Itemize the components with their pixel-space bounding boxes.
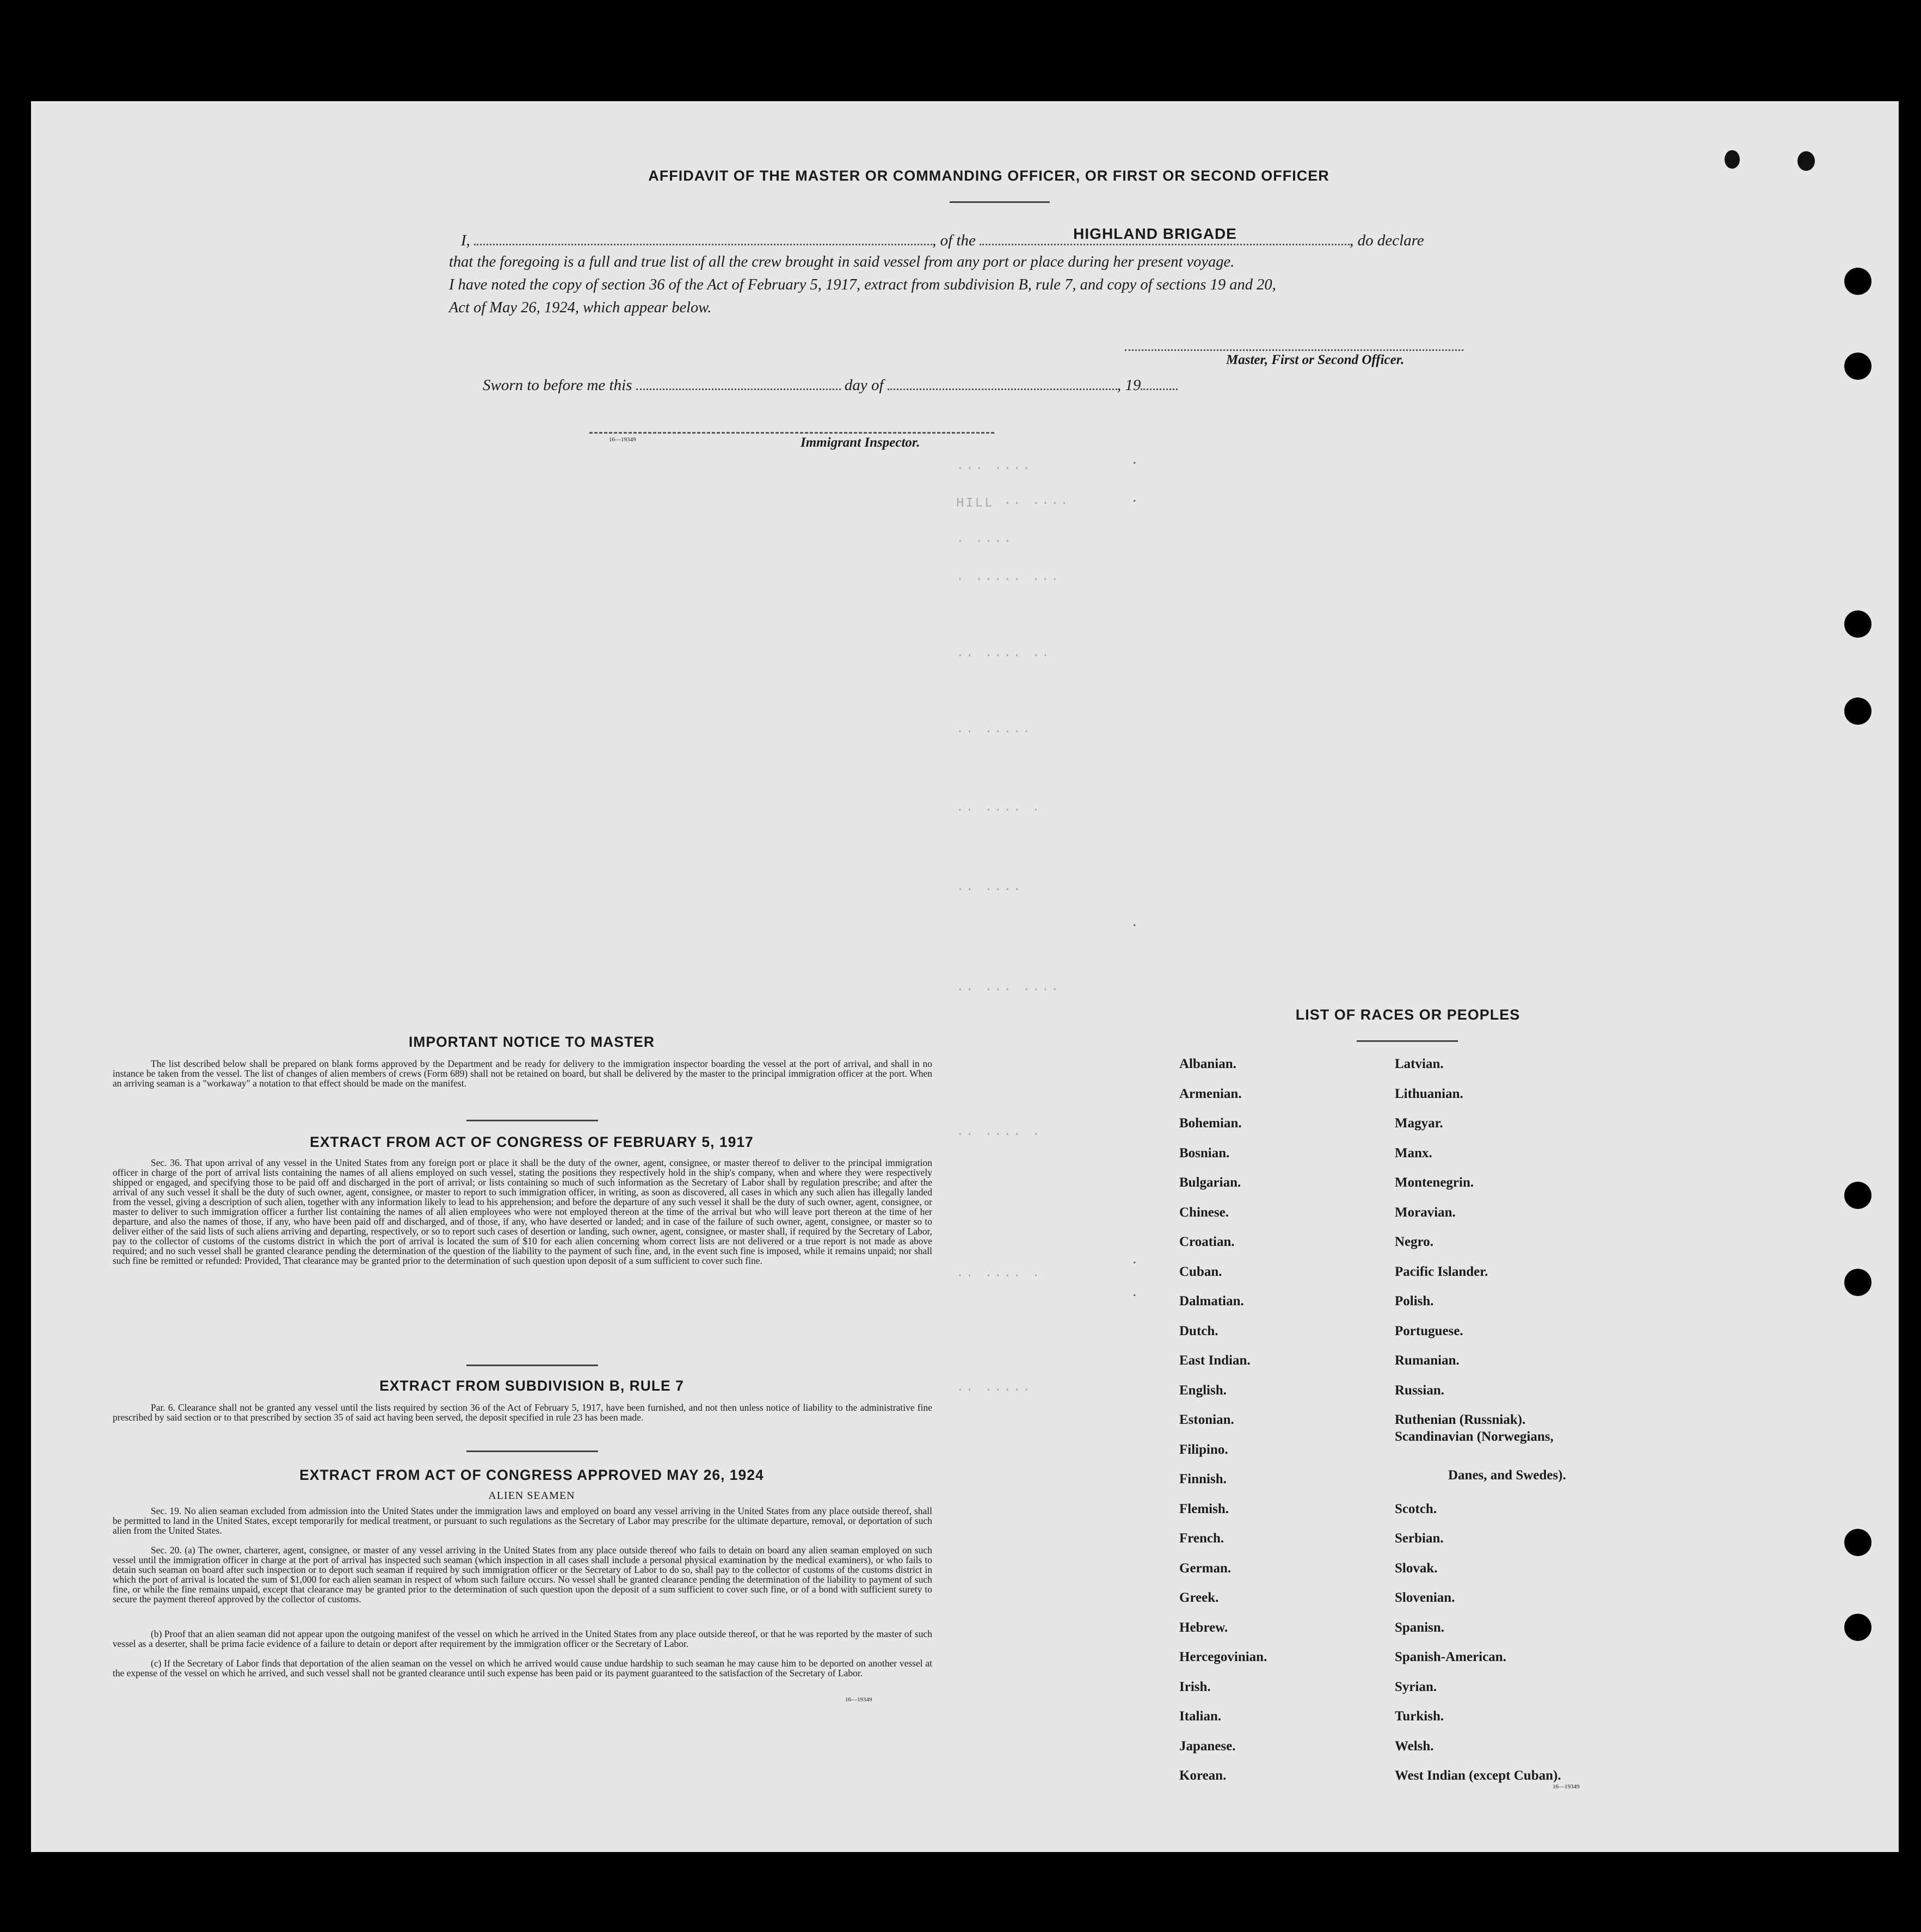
declaration-i: I, bbox=[461, 232, 470, 249]
race-item: Polish. bbox=[1395, 1294, 1434, 1308]
extract2-body: Par. 6. Clearance shall not be granted any vessel until the lists required by section 36 of the Act of February 5, 1917, have been furnished, and not then unless notice of liability to the administrative fine prescribed by said section or to that prescribed by section 35 of said act having been served, the deposit specified in rule 23 has been made. bbox=[113, 1402, 932, 1423]
binder-hole bbox=[1844, 1182, 1871, 1209]
race-item: East Indian. bbox=[1179, 1353, 1251, 1368]
bleed-through-dot: . bbox=[1132, 1249, 1137, 1267]
race-item: Korean. bbox=[1179, 1768, 1227, 1783]
divider bbox=[466, 1450, 598, 1452]
race-item: Russian. bbox=[1395, 1382, 1445, 1398]
bleed-through-text: ··· ···· bbox=[956, 461, 1032, 476]
race-item: Croatian. bbox=[1179, 1234, 1235, 1249]
race-item: Welsh. bbox=[1395, 1738, 1434, 1754]
ink-blot bbox=[1725, 150, 1740, 169]
sworn-month-field[interactable] bbox=[888, 374, 1117, 390]
vessel-name: HIGHLAND BRIGADE bbox=[1073, 225, 1237, 242]
race-item: Serbian. bbox=[1395, 1531, 1444, 1546]
extract3-subtitle: ALIEN SEAMEN bbox=[488, 1490, 575, 1502]
year-prefix: , 19 bbox=[1117, 376, 1141, 394]
race-item: Hebrew. bbox=[1179, 1620, 1228, 1635]
race-item: Turkish. bbox=[1395, 1709, 1444, 1724]
bleed-through-dot: . bbox=[1132, 449, 1137, 467]
race-item: Magyar. bbox=[1395, 1116, 1443, 1131]
divider bbox=[1357, 1040, 1458, 1042]
binder-hole bbox=[1844, 698, 1871, 725]
divider bbox=[466, 1365, 598, 1366]
do-declare-text: , do declare bbox=[1350, 232, 1424, 249]
race-item: Greek. bbox=[1179, 1590, 1219, 1605]
races-form-number: 16—19349 bbox=[1553, 1783, 1580, 1790]
sworn-year-field[interactable] bbox=[1141, 374, 1178, 390]
race-item: Dutch. bbox=[1179, 1323, 1218, 1338]
race-item: Scandinavian (Norwegians, bbox=[1395, 1429, 1554, 1444]
bleed-through-dot: . bbox=[1132, 1282, 1137, 1300]
bleed-through-text: · ···· bbox=[956, 534, 1013, 549]
race-item: Chinese. bbox=[1179, 1205, 1229, 1220]
races-title: LIST OF RACES OR PEOPLES bbox=[1295, 1007, 1520, 1023]
extract1-body: Sec. 36. That upon arrival of any vessel in the United States from any foreign port or place it shall be the duty of the owner, agent, consignee, or master thereof to deliver to the principal immigration officer in charge of the port of arrival lists containing the names of all aliens employed on such vessel, stating the positions they respectively hold in the ship's company, when and where they were respectively shipped or engaged, and specifying those to be paid off and discharged in the port of arrival; or lists containing so much of such information as the Secretary of Labor shall by regulation prescribe; and after the arrival of any such vessel it shall be the duty of such owner, agent, consignee, or master to report to such immigration officer, in writing, as soon as discovered, all cases in which any such alien has illegally landed from the vessel, giving a description of such alien, together with any information likely to lead to his apprehension; and before the departure of any such vessel it shall be the duty of such owner, agent, consignee, or master to deliver to such immigration officer a further list containing the names of all alien employees who were not employed thereon at the time of the arrival but who will leave port thereon at the time of her departure, and also the names of those, if any, who have been paid off and discharged, and of those, if any, who have deserted or landed; and in case of the failure of such owner, agent, consignee, or master so to deliver either of the said lists of such aliens arriving and departing, respectively, or so to report such cases of desertion or landing, such owner, agent, consignee, or master shall, if required by the Secretary of Labor, pay to the collector of customs of the customs district in which the port of arrival is located the sum of $10 for each alien concerning whom correct lists are not delivered or a true report is not made as above required; and no such vessel shall be granted clearance pending the determination of the question of the liability to the payment of such fine, and, in the event such fine is imposed, while it remains unpaid; nor shall such fine be remitted or refunded: Provided, That clearance may be granted prior to the determination of such question upon deposit of a sum sufficient to cover such fine. bbox=[113, 1157, 932, 1266]
race-item: Flemish. bbox=[1179, 1501, 1229, 1516]
race-item: Estonian. bbox=[1179, 1412, 1234, 1427]
master-caption: Master, First or Second Officer. bbox=[1226, 353, 1405, 367]
form-number: 16—19349 bbox=[845, 1696, 872, 1703]
race-item: Slovenian. bbox=[1395, 1590, 1455, 1605]
race-item: Scotch. bbox=[1395, 1501, 1437, 1516]
inspector-caption: Immigrant Inspector. bbox=[801, 435, 920, 450]
master-signature-line[interactable] bbox=[1125, 349, 1463, 351]
extract3-section19: Sec. 19. No alien seaman excluded from admission into the United States under the immigration laws and employed on board any vessel arriving in the United States from any place outside thereof, shall be permitted to land in the United States, except temporarily for medical treatment, or pursuant to such regulations as the Secretary of Labor may prescribe for the ultimate departure, removal, or deportation of such alien from the United States. bbox=[113, 1505, 932, 1536]
inspector-signature-line[interactable] bbox=[589, 432, 994, 434]
race-item: Albanian. bbox=[1179, 1057, 1236, 1071]
race-item: Syrian. bbox=[1395, 1679, 1437, 1694]
race-item: Hercegovinian. bbox=[1179, 1650, 1267, 1664]
bleed-through-text: ·· ····· bbox=[956, 725, 1032, 739]
race-item: Negro. bbox=[1395, 1234, 1434, 1249]
race-item: Armenian. bbox=[1179, 1086, 1242, 1101]
extract3-title: EXTRACT FROM ACT OF CONGRESS APPROVED MAY 26, 1924 bbox=[299, 1467, 764, 1483]
race-item: Manx. bbox=[1395, 1145, 1432, 1161]
race-item: Ruthenian (Russniak). bbox=[1395, 1412, 1526, 1427]
race-item: West Indian (except Cuban). bbox=[1395, 1768, 1561, 1783]
race-item: Latvian. bbox=[1395, 1057, 1444, 1071]
sworn-line bbox=[483, 374, 1299, 394]
notice-title: IMPORTANT NOTICE TO MASTER bbox=[409, 1034, 655, 1050]
divider bbox=[950, 201, 1050, 203]
extract3-section20a: Sec. 20. (a) The owner, charterer, agent, consignee, or master of any vessel arriving in the United States from any place outside thereof who fails to detain on board any alien seaman employed on such vessel until the immigration officer in charge at the port of arrival has inspected such seaman (which inspection in all cases shall include a personal physical examination by the medical examiners), or who fails to detain such seaman on board after such inspection or to deport such seaman if required by such immigration officer or the Secretary of Labor to do so, shall pay to the collector of customs of the customs district in which the port of arrival is located the sum of $1,000 for each alien seaman in respect of whom such failure occurs. No vessel shall be granted clearance pending the determination of the liability to payment of such fine, or while the fine remains unpaid, except that clearance may be granted prior to the determination of such question upon the deposit of a sum sufficient to cover such fine, or of a bond with sufficient surety to secure the payment thereof approved by the collector of customs. bbox=[113, 1545, 932, 1604]
sworn-day-field[interactable] bbox=[636, 374, 841, 390]
race-item: Irish. bbox=[1179, 1679, 1211, 1694]
race-item: English. bbox=[1179, 1382, 1227, 1398]
race-item: Montenegrin. bbox=[1395, 1175, 1474, 1190]
binder-hole bbox=[1844, 1529, 1871, 1556]
declaration-line-3: I have noted the copy of section 36 of the Act of February 5, 1917, extract from subdivision B, rule 7, and copy of sections 19 and 20, bbox=[449, 276, 1276, 293]
day-of-text: day of bbox=[844, 376, 884, 394]
binder-hole bbox=[1844, 610, 1871, 638]
bleed-through-text: ·· ···· · bbox=[956, 1269, 1042, 1283]
document-sheet bbox=[31, 101, 1899, 1852]
master-name-field[interactable] bbox=[474, 230, 932, 245]
binder-hole bbox=[1844, 1269, 1871, 1296]
ink-blot bbox=[1797, 151, 1815, 171]
race-name-continuation: Danes, and Swedes). bbox=[1448, 1468, 1566, 1483]
bleed-through-text: · ····· ··· bbox=[956, 572, 1061, 587]
race-item: Bosnian. bbox=[1179, 1145, 1230, 1161]
declaration-line-4: Act of May 26, 1924, which appear below. bbox=[449, 299, 712, 316]
bleed-through-dot: . bbox=[1132, 912, 1137, 930]
bleed-through-dot: . bbox=[1132, 487, 1137, 505]
binder-hole bbox=[1844, 353, 1871, 380]
extract1-title: EXTRACT FROM ACT OF CONGRESS OF FEBRUARY 5, 1917 bbox=[310, 1134, 754, 1150]
affidavit-title: AFFIDAVIT OF THE MASTER OR COMMANDING OFFICER, OR FIRST OR SECOND OFFICER bbox=[648, 168, 1329, 184]
race-item: Bulgarian. bbox=[1179, 1175, 1241, 1190]
bleed-through-text: ·· ····· bbox=[956, 1383, 1032, 1398]
bleed-through-text: ·· ···· · bbox=[956, 803, 1042, 818]
race-item: Lithuanian. bbox=[1395, 1086, 1463, 1101]
race-item: Finnish. bbox=[1179, 1472, 1227, 1486]
race-item: French. bbox=[1179, 1531, 1224, 1546]
race-item: Italian. bbox=[1179, 1709, 1222, 1724]
bleed-through-text: ·· ···· · bbox=[956, 1127, 1042, 1142]
extract2-title: EXTRACT FROM SUBDIVISION B, RULE 7 bbox=[379, 1378, 684, 1394]
race-item: Dalmatian. bbox=[1179, 1294, 1244, 1308]
form-number-small: 16—19349 bbox=[609, 436, 636, 443]
race-item: Bohemian. bbox=[1179, 1116, 1242, 1131]
declaration-line-1 bbox=[461, 225, 1522, 250]
extract3-section20c: (c) If the Secretary of Labor finds that deportation of the alien seaman on the vessel on which he arrived would cause undue hardship to such seaman he may cause him to be deported on another vessel at the expense of the vessel on which he arrived, and such vessel shall not be granted clearance until such expense has been paid or its payment guaranteed to the satisfaction of the Secretary of Labor. bbox=[113, 1658, 932, 1678]
race-item: Filipino. bbox=[1179, 1442, 1228, 1457]
race-item: German. bbox=[1179, 1560, 1232, 1576]
race-item: Rumanian. bbox=[1395, 1353, 1460, 1368]
race-item: Portuguese. bbox=[1395, 1323, 1463, 1338]
race-item: Pacific Islander. bbox=[1395, 1264, 1488, 1279]
race-item: Moravian. bbox=[1395, 1205, 1456, 1220]
bleed-through-text: HILL ·· ···· bbox=[956, 496, 1070, 511]
race-item: Japanese. bbox=[1179, 1738, 1236, 1754]
of-the-text: , of the bbox=[932, 232, 976, 249]
race-item: Spanish-American. bbox=[1395, 1650, 1506, 1664]
race-item: Cuban. bbox=[1179, 1264, 1222, 1279]
binder-hole bbox=[1844, 268, 1871, 295]
vessel-field[interactable] bbox=[980, 225, 1350, 245]
extract3-section20b: (b) Proof that an alien seaman did not appear upon the outgoing manifest of the vessel on which he arrived in the United States from any place outside thereof, or that he was reported by the master of such vessel as a deserter, shall be prima facie evidence of a failure to detain or deport after requirement by the immigration officer or the Secretary of Labor. bbox=[113, 1628, 932, 1649]
race-item: Spanisn. bbox=[1395, 1620, 1445, 1635]
notice-body: The list described below shall be prepared on blank forms approved by the Department and be ready for delivery to the immigration inspector boarding the vessel at the port of arrival, and shall in no instance be taken from the vessel. The list of changes of alien members of crews (Form 689) shall not be retained on board, but shall be delivered by the master to the principal immigration officer at the port. When an arriving seaman is a "workaway" a notation to that effect should be made on the manifest. bbox=[113, 1058, 932, 1089]
bleed-through-text: ·· ···· bbox=[956, 882, 1023, 897]
race-item: Slovak. bbox=[1395, 1560, 1438, 1576]
bleed-through-text: ·· ···· ·· bbox=[956, 649, 1051, 663]
declaration-line-2: that the foregoing is a full and true list of all the crew brought in said vessel from any port or place during her present voyage. bbox=[449, 254, 1235, 270]
sworn-text: Sworn to before me this bbox=[483, 376, 632, 394]
bleed-through-text: ·· ··· ···· bbox=[956, 983, 1061, 997]
divider bbox=[466, 1120, 598, 1121]
binder-hole bbox=[1844, 1614, 1871, 1641]
